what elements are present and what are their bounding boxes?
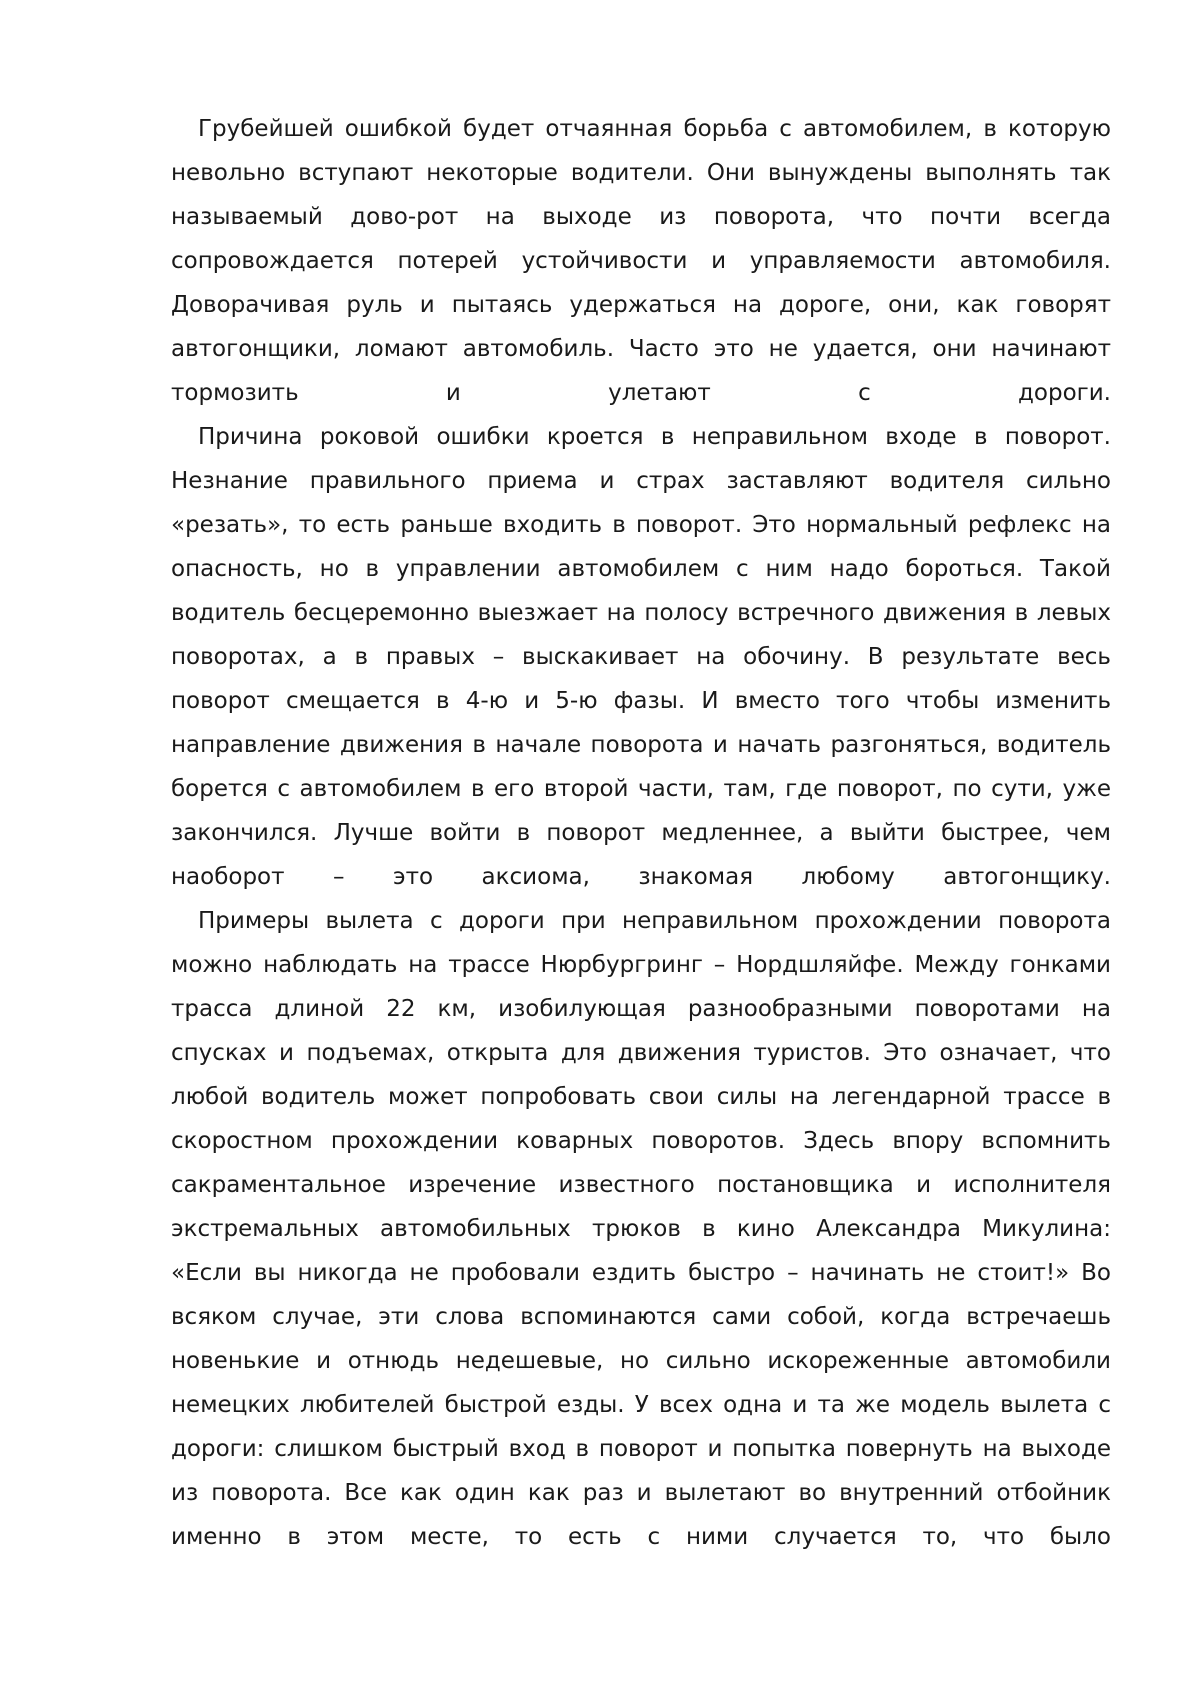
paragraph-3: Примеры вылета с дороги при неправильном прохождении поворота можно наблюдать на трассе Нюрбургринг – Нордшляйфе. Между гонками трасса длиной 22 км, изобилующая разнообразными поворотами на спусках и подъемах, открыта для движения туристов. Это означает, что любой водитель может попробовать свои силы на легендарной трассе в скоростном прохождении коварных поворотов. Здесь впору вспомнить сакраментальное изречение известного постановщика и исполнителя экстремальных автомобильных трюков в кино Александра Микулина: «Если вы никогда не пробовали ездить быстро – начинать не стоит!» Во всяком случае, эти слова вспоминаются сами собой, когда встречаешь новенькие и отнюдь недешевые, но сильно искореженные автомобили немецких любителей быстрой езды. У всех одна и та же модель вылета с дороги: слишком быстрый вход в поворот и попытка повернуть на выходе из поворота. Все как один как раз и вылетают во внутренний отбойник именно в этом месте, то есть с ними случается то, что было xyxy=(171,908,1111,1550)
paragraph-2: Причина роковой ошибки кроется в неправильном входе в поворот. Незнание правильного приема и страх заставляют водителя сильно «резать», то есть раньше входить в поворот. Это нормальный рефлекс на опасность, но в управлении автомобилем с ним надо бороться. Такой водитель бесцеремонно выезжает на полосу встречного движения в левых поворотах, а в правых – выскакивает на обочину. В результате весь поворот смещается в 4-ю и 5-ю фазы. И вместо того чтобы изменить направление движения в начале поворота и начать разгоняться, водитель борется с автомобилем в его второй части, там, где поворот, по сути, уже закончился. Лучше войти в поворот медленнее, а выйти быстрее, чем наоборот – это аксиома, знакомая любому автогонщику. xyxy=(171,424,1111,890)
paragraph-1: Грубейшей ошибкой будет отчаянная борьба с автомобилем, в которую невольно вступают некоторые водители. Они вынуждены выполнять так называемый дово-рот на выходе из поворота, что почти всегда сопровождается потерей устойчивости и управляемости автомобиля. Доворачивая руль и пытаясь удержаться на дороге, они, как говорят автогонщики, ломают автомобиль. Часто это не удается, они начинают тормозить и улетают с дороги. xyxy=(171,116,1111,406)
document-page xyxy=(171,107,1111,1559)
